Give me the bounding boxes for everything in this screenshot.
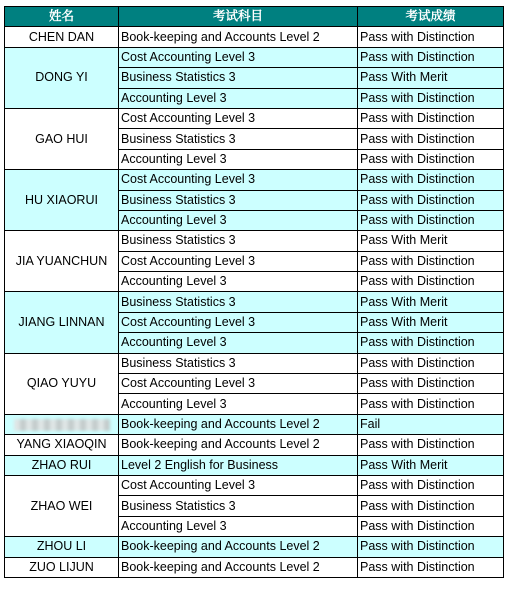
header-subject: 考试科目 (119, 7, 358, 27)
student-group (5, 455, 504, 475)
result-cell: Pass with Distinction (358, 210, 504, 230)
subject-cell: Business Statistics 3 (119, 231, 358, 251)
result-cell: Pass With Merit (358, 455, 504, 475)
student-name-cell: QIAO YUYU (5, 353, 119, 414)
student-name-cell (5, 414, 119, 434)
student-group (5, 231, 504, 292)
result-cell: Pass with Distinction (358, 170, 504, 190)
result-cell: Pass with Distinction (358, 516, 504, 536)
subject-cell: Accounting Level 3 (119, 394, 358, 414)
result-cell: Pass with Distinction (358, 435, 504, 455)
redacted-name (14, 419, 110, 431)
result-cell: Pass with Distinction (358, 333, 504, 353)
subject-cell: Accounting Level 3 (119, 210, 358, 230)
subject-cell: Cost Accounting Level 3 (119, 108, 358, 128)
exam-results-table (4, 6, 504, 578)
subject-cell: Book-keeping and Accounts Level 2 (119, 557, 358, 577)
subject-cell: Cost Accounting Level 3 (119, 374, 358, 394)
subject-cell: Business Statistics 3 (119, 353, 358, 373)
table-row (5, 455, 504, 475)
subject-cell: Accounting Level 3 (119, 516, 358, 536)
result-cell: Pass with Distinction (358, 129, 504, 149)
result-cell: Pass with Distinction (358, 272, 504, 292)
table-row (5, 435, 504, 455)
student-name-cell: ZHOU LI (5, 537, 119, 557)
student-group (5, 108, 504, 169)
subject-cell: Accounting Level 3 (119, 272, 358, 292)
subject-cell: Business Statistics 3 (119, 496, 358, 516)
table-row (5, 292, 504, 312)
table-row (5, 557, 504, 577)
subject-cell: Cost Accounting Level 3 (119, 170, 358, 190)
result-cell: Pass With Merit (358, 292, 504, 312)
student-group (5, 414, 504, 434)
header-name: 姓名 (5, 7, 119, 27)
table-row (5, 537, 504, 557)
table-row (5, 108, 504, 128)
student-group (5, 475, 504, 536)
student-group (5, 170, 504, 231)
subject-cell: Book-keeping and Accounts Level 2 (119, 537, 358, 557)
table-row (5, 170, 504, 190)
result-cell: Pass with Distinction (358, 108, 504, 128)
table-row (5, 353, 504, 373)
result-cell: Pass With Merit (358, 312, 504, 332)
subject-cell: Business Statistics 3 (119, 129, 358, 149)
student-name-cell: CHEN DAN (5, 27, 119, 47)
table-row (5, 475, 504, 495)
subject-cell: Accounting Level 3 (119, 333, 358, 353)
result-cell: Pass with Distinction (358, 353, 504, 373)
subject-cell: Cost Accounting Level 3 (119, 251, 358, 271)
result-cell: Pass with Distinction (358, 88, 504, 108)
subject-cell: Cost Accounting Level 3 (119, 475, 358, 495)
subject-cell: Business Statistics 3 (119, 292, 358, 312)
result-cell: Pass with Distinction (358, 190, 504, 210)
subject-cell: Accounting Level 3 (119, 88, 358, 108)
student-name-cell: JIA YUANCHUN (5, 231, 119, 292)
student-group (5, 537, 504, 557)
student-group (5, 27, 504, 47)
table-row (5, 231, 504, 251)
subject-cell: Cost Accounting Level 3 (119, 47, 358, 67)
result-cell: Pass with Distinction (358, 374, 504, 394)
student-name-cell: GAO HUI (5, 108, 119, 169)
table-row (5, 47, 504, 67)
student-name-cell: YANG XIAOQIN (5, 435, 119, 455)
student-group (5, 292, 504, 353)
results-table-container (4, 6, 504, 578)
table-row (5, 414, 504, 434)
result-cell: Pass with Distinction (358, 27, 504, 47)
subject-cell: Cost Accounting Level 3 (119, 312, 358, 332)
subject-cell: Book-keeping and Accounts Level 2 (119, 435, 358, 455)
table-header-row (5, 7, 504, 27)
subject-cell: Level 2 English for Business (119, 455, 358, 475)
result-cell: Pass with Distinction (358, 557, 504, 577)
result-cell: Pass with Distinction (358, 475, 504, 495)
result-cell: Pass with Distinction (358, 47, 504, 67)
header-result: 考试成绩 (358, 7, 504, 27)
result-cell: Fail (358, 414, 504, 434)
subject-cell: Accounting Level 3 (119, 149, 358, 169)
result-cell: Pass with Distinction (358, 251, 504, 271)
table-row (5, 27, 504, 47)
student-group (5, 557, 504, 577)
result-cell: Pass with Distinction (358, 149, 504, 169)
student-name-cell: JIANG LINNAN (5, 292, 119, 353)
student-group (5, 435, 504, 455)
subject-cell: Business Statistics 3 (119, 190, 358, 210)
result-cell: Pass with Distinction (358, 537, 504, 557)
result-cell: Pass with Distinction (358, 394, 504, 414)
student-name-cell: DONG YI (5, 47, 119, 108)
subject-cell: Book-keeping and Accounts Level 2 (119, 27, 358, 47)
result-cell: Pass with Distinction (358, 496, 504, 516)
student-group (5, 47, 504, 108)
student-name-cell: HU XIAORUI (5, 170, 119, 231)
result-cell: Pass With Merit (358, 231, 504, 251)
student-name-cell: ZHAO WEI (5, 475, 119, 536)
student-name-cell: ZHAO RUI (5, 455, 119, 475)
student-name-cell: ZUO LIJUN (5, 557, 119, 577)
student-group (5, 353, 504, 414)
subject-cell: Business Statistics 3 (119, 68, 358, 88)
subject-cell: Book-keeping and Accounts Level 2 (119, 414, 358, 434)
result-cell: Pass With Merit (358, 68, 504, 88)
